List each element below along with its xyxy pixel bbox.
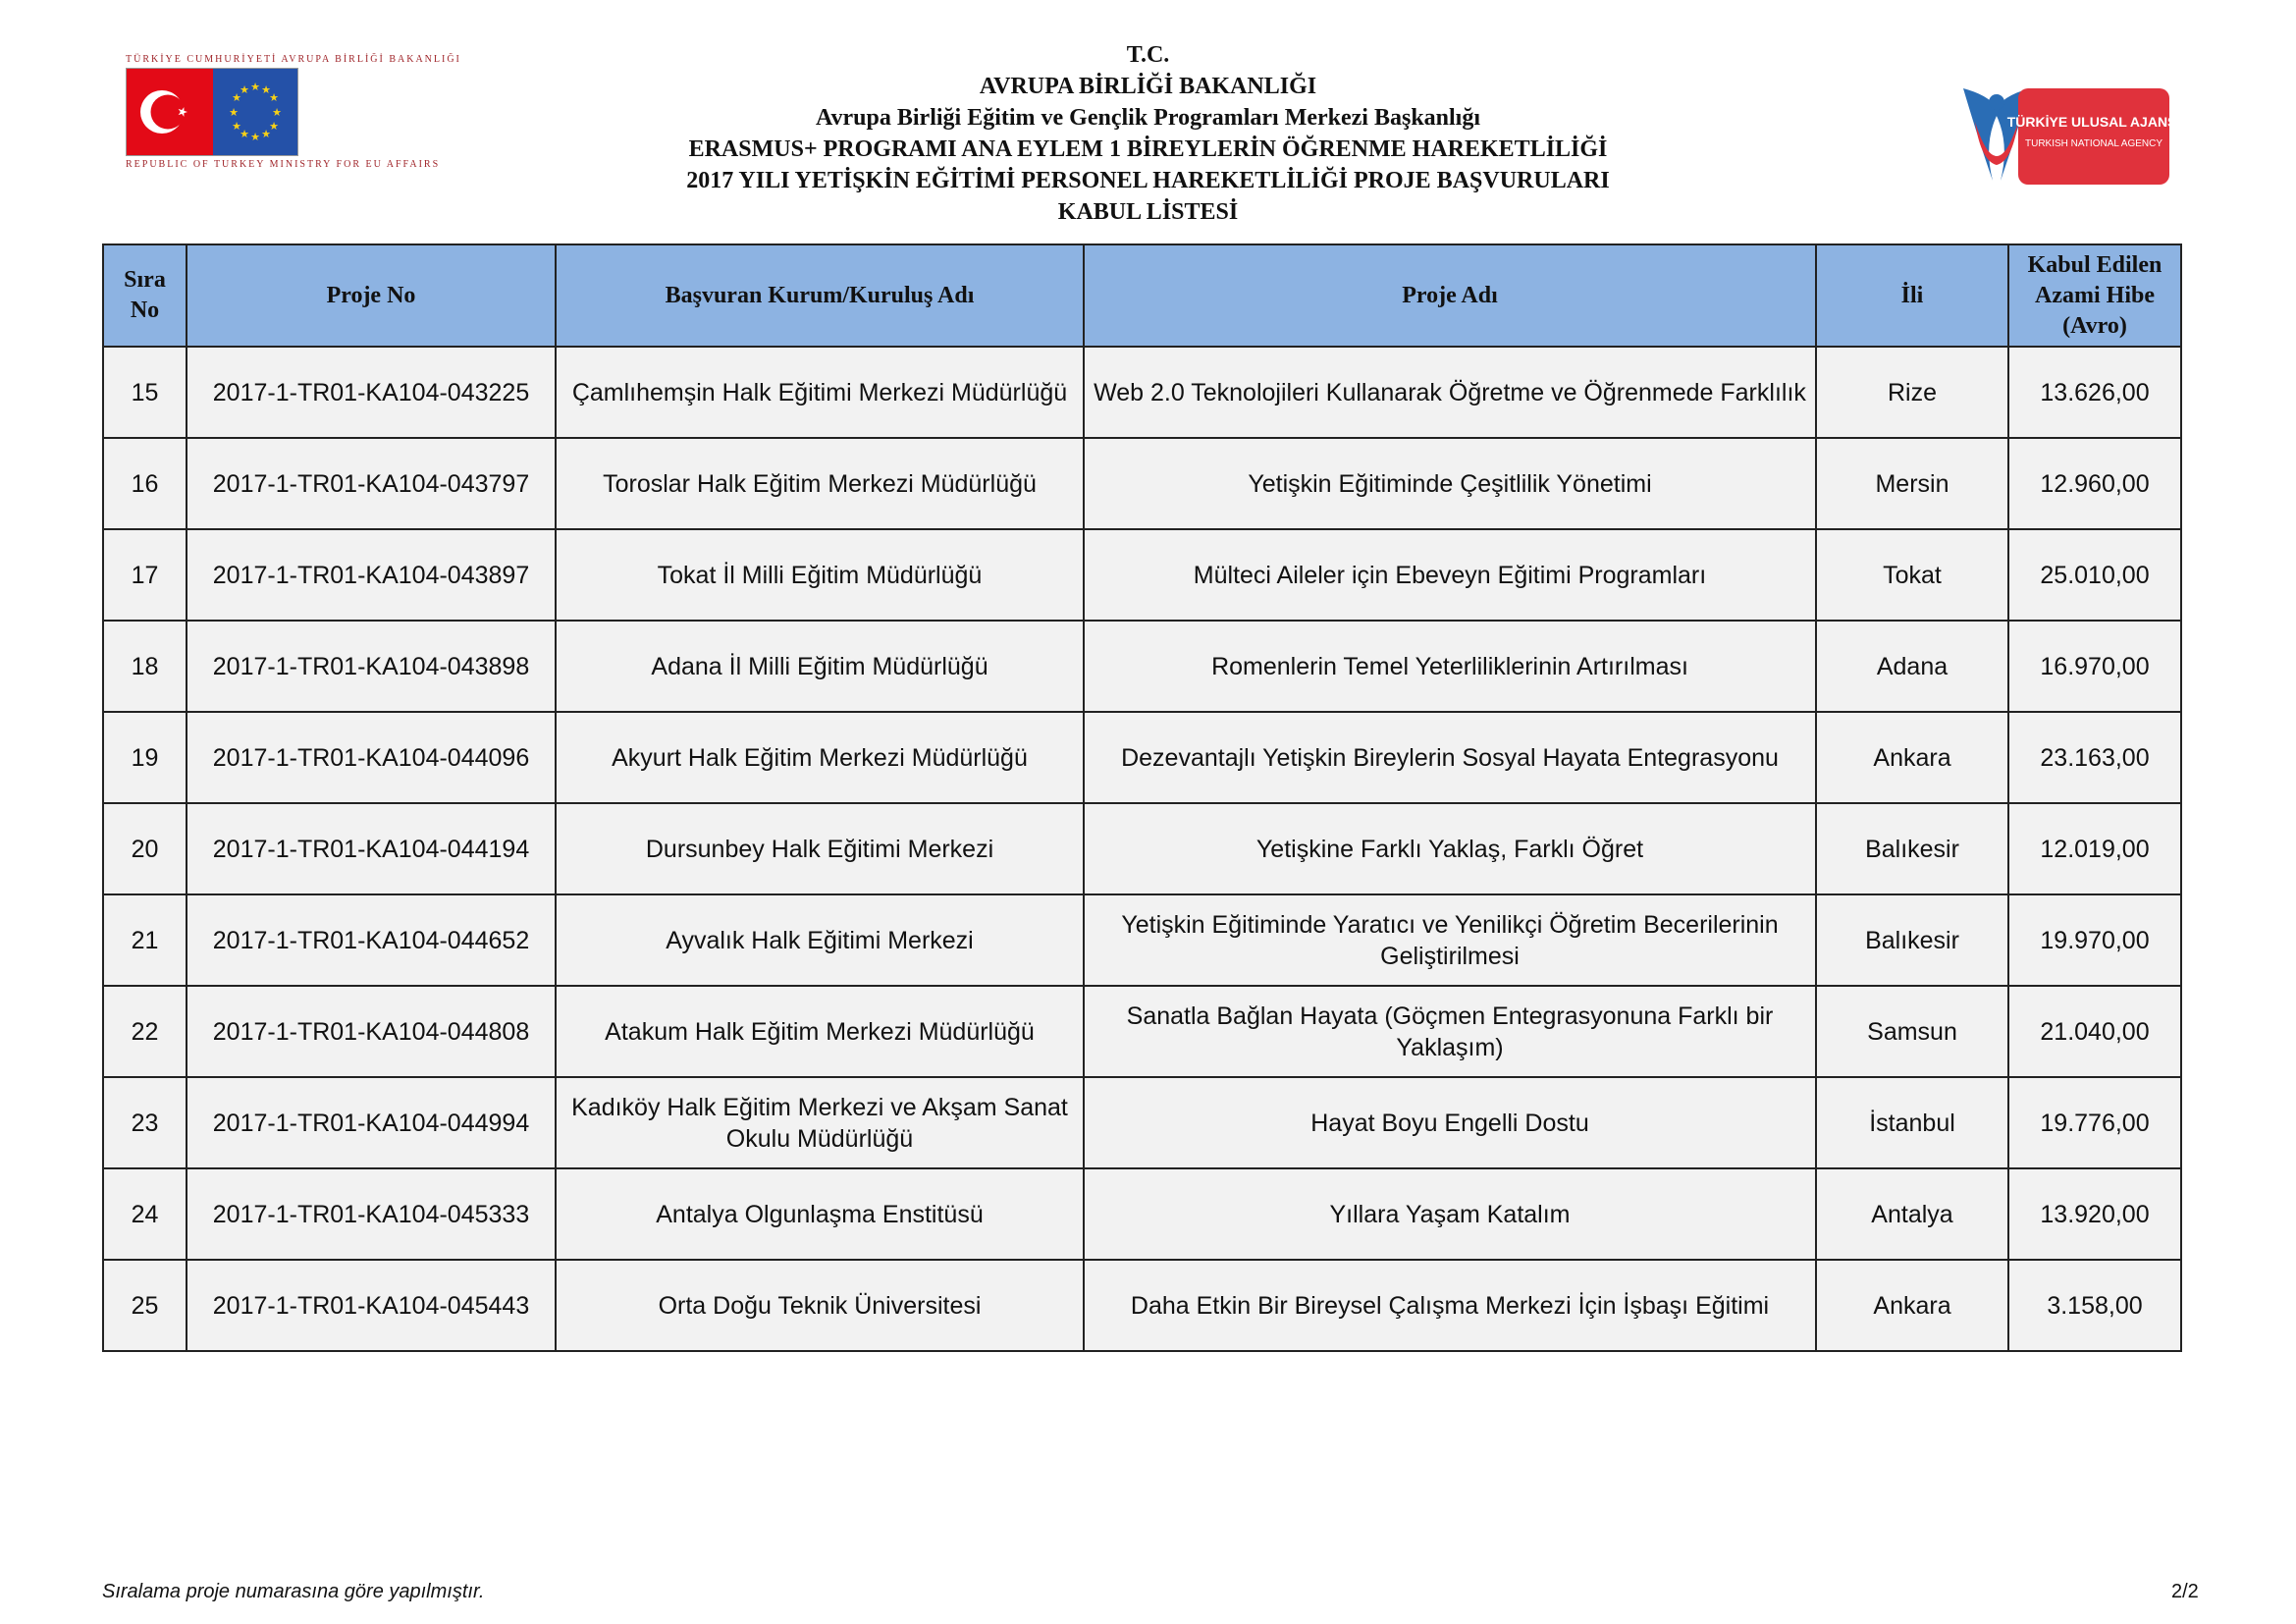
cell-proje-no: 2017-1-TR01-KA104-043225 — [187, 347, 556, 438]
cell-hibe: 19.776,00 — [2008, 1077, 2181, 1168]
table-row — [103, 894, 2181, 986]
cell-sira: 21 — [103, 894, 187, 986]
cell-hibe: 23.163,00 — [2008, 712, 2181, 803]
cell-proje-no: 2017-1-TR01-KA104-045443 — [187, 1260, 556, 1351]
col-header-proje-no: Proje No — [187, 244, 556, 347]
table-row — [103, 621, 2181, 712]
cell-proje-adi: Dezevantajlı Yetişkin Bireylerin Sosyal Hayata Entegrasyonu — [1084, 712, 1816, 803]
cell-kurum: Kadıköy Halk Eğitim Merkezi ve Akşam Sanat Okulu Müdürlüğü — [556, 1077, 1084, 1168]
header-line-center: Avrupa Birliği Eğitim ve Gençlik Programları Merkezi Başkanlığı — [815, 105, 1481, 131]
cell-sira: 17 — [103, 529, 187, 621]
cell-sira: 24 — [103, 1168, 187, 1260]
cell-hibe: 16.970,00 — [2008, 621, 2181, 712]
cell-kurum: Dursunbey Halk Eğitimi Merkezi — [556, 803, 1084, 894]
svg-text:★: ★ — [232, 91, 241, 104]
cell-proje-no: 2017-1-TR01-KA104-044194 — [187, 803, 556, 894]
cell-hibe: 13.920,00 — [2008, 1168, 2181, 1260]
svg-text:★: ★ — [269, 120, 279, 133]
header-line-programme: ERASMUS+ PROGRAMI ANA EYLEM 1 BİREYLERİN ÖĞRENME HAREKETLİLİĞİ — [688, 136, 1608, 162]
cell-proje-adi: Hayat Boyu Engelli Dostu — [1084, 1077, 1816, 1168]
cell-sira: 18 — [103, 621, 187, 712]
cell-proje-no: 2017-1-TR01-KA104-043897 — [187, 529, 556, 621]
agency-logo-subtitle: TURKISH NATIONAL AGENCY — [2024, 138, 2163, 149]
cell-ili: Samsun — [1816, 986, 2008, 1077]
cell-proje-adi: Mülteci Aileler için Ebeveyn Eğitimi Programları — [1084, 529, 1816, 621]
cell-sira: 16 — [103, 438, 187, 529]
cell-proje-adi: Yetişkine Farklı Yaklaş, Farklı Öğret — [1084, 803, 1816, 894]
cell-kurum: Tokat İl Milli Eğitim Müdürlüğü — [556, 529, 1084, 621]
cell-kurum: Orta Doğu Teknik Üniversitesi — [556, 1260, 1084, 1351]
svg-text:★: ★ — [229, 106, 239, 119]
cell-sira: 15 — [103, 347, 187, 438]
cell-hibe: 12.019,00 — [2008, 803, 2181, 894]
table-header-row — [103, 244, 2181, 347]
cell-proje-adi: Daha Etkin Bir Bireysel Çalışma Merkezi İçin İşbaşı Eğitimi — [1084, 1260, 1816, 1351]
table-body — [103, 347, 2181, 1351]
cell-ili: Tokat — [1816, 529, 2008, 621]
col-header-ili: İli — [1816, 244, 2008, 347]
logo-caption-bottom: REPUBLIC OF TURKEY MINISTRY FOR EU AFFAIRS — [126, 159, 441, 170]
cell-proje-no: 2017-1-TR01-KA104-044808 — [187, 986, 556, 1077]
cell-kurum: Çamlıhemşin Halk Eğitimi Merkezi Müdürlüğü — [556, 347, 1084, 438]
acceptance-list-table — [102, 244, 2182, 1352]
cell-kurum: Ayvalık Halk Eğitimi Merkezi — [556, 894, 1084, 986]
cell-sira: 25 — [103, 1260, 187, 1351]
cell-proje-adi: Web 2.0 Teknolojileri Kullanarak Öğretme ve Öğrenmede Farklılık — [1084, 347, 1816, 438]
header-line-call: 2017 YILI YETİŞKİN EĞİTİMİ PERSONEL HAREKETLİLİĞİ PROJE BAŞVURULARI — [686, 168, 1610, 193]
svg-text:★: ★ — [261, 83, 271, 96]
agency-logo-title: TÜRKİYE ULUSAL AJANSI — [2006, 114, 2169, 130]
col-header-hibe: Kabul Edilen Azami Hibe (Avro) — [2008, 244, 2181, 347]
cell-kurum: Adana İl Milli Eğitim Müdürlüğü — [556, 621, 1084, 712]
cell-hibe: 19.970,00 — [2008, 894, 2181, 986]
cell-ili: Rize — [1816, 347, 2008, 438]
cell-sira: 22 — [103, 986, 187, 1077]
cell-proje-no: 2017-1-TR01-KA104-044096 — [187, 712, 556, 803]
svg-text:★: ★ — [272, 106, 282, 119]
table-row — [103, 1168, 2181, 1260]
table-row — [103, 803, 2181, 894]
svg-text:★: ★ — [240, 128, 249, 140]
cell-ili: Mersin — [1816, 438, 2008, 529]
cell-proje-adi: Sanatla Bağlan Hayata (Göçmen Entegrasyonuna Farklı bir Yaklaşım) — [1084, 986, 1816, 1077]
table-row — [103, 986, 2181, 1077]
cell-proje-adi: Romenlerin Temel Yeterliliklerinin Artırılması — [1084, 621, 1816, 712]
cell-sira: 19 — [103, 712, 187, 803]
col-header-sira: Sıra No — [103, 244, 187, 347]
cell-hibe: 12.960,00 — [2008, 438, 2181, 529]
cell-hibe: 3.158,00 — [2008, 1260, 2181, 1351]
header-line-ministry: AVRUPA BİRLİĞİ BAKANLIĞI — [979, 74, 1317, 99]
cell-proje-adi: Yetişkin Eğitiminde Yaratıcı ve Yenilikçi Öğretim Becerilerinin Geliştirilmesi — [1084, 894, 1816, 986]
table-row — [103, 347, 2181, 438]
cell-proje-no: 2017-1-TR01-KA104-044994 — [187, 1077, 556, 1168]
cell-hibe: 25.010,00 — [2008, 529, 2181, 621]
table-row — [103, 1077, 2181, 1168]
svg-text:★: ★ — [240, 83, 249, 96]
cell-proje-adi: Yıllara Yaşam Katalım — [1084, 1168, 1816, 1260]
cell-proje-no: 2017-1-TR01-KA104-044652 — [187, 894, 556, 986]
cell-ili: Ankara — [1816, 712, 2008, 803]
svg-text:★: ★ — [232, 120, 241, 133]
cell-kurum: Atakum Halk Eğitim Merkezi Müdürlüğü — [556, 986, 1084, 1077]
cell-kurum: Toroslar Halk Eğitim Merkezi Müdürlüğü — [556, 438, 1084, 529]
svg-text:★: ★ — [261, 128, 271, 140]
cell-proje-no: 2017-1-TR01-KA104-043797 — [187, 438, 556, 529]
cell-kurum: Akyurt Halk Eğitim Merkezi Müdürlüğü — [556, 712, 1084, 803]
cell-proje-adi: Yetişkin Eğitiminde Çeşitlilik Yönetimi — [1084, 438, 1816, 529]
svg-text:★: ★ — [250, 131, 260, 143]
cell-ili: Antalya — [1816, 1168, 2008, 1260]
table-row — [103, 1260, 2181, 1351]
col-header-proje-adi: Proje Adı — [1084, 244, 1816, 347]
cell-hibe: 21.040,00 — [2008, 986, 2181, 1077]
table-row — [103, 712, 2181, 803]
cell-proje-no: 2017-1-TR01-KA104-043898 — [187, 621, 556, 712]
header-line-tc: T.C. — [1126, 42, 1170, 68]
cell-sira: 23 — [103, 1077, 187, 1168]
sorting-footnote: Sıralama proje numarasına göre yapılmıştır. — [102, 1581, 485, 1602]
cell-proje-no: 2017-1-TR01-KA104-045333 — [187, 1168, 556, 1260]
table-row — [103, 438, 2181, 529]
document-header — [0, 39, 2296, 228]
cell-sira: 20 — [103, 803, 187, 894]
cell-ili: İstanbul — [1816, 1077, 2008, 1168]
cell-ili: Balıkesir — [1816, 894, 2008, 986]
cell-hibe: 13.626,00 — [2008, 347, 2181, 438]
turkish-national-agency-logo — [1953, 82, 2169, 189]
table-row — [103, 529, 2181, 621]
logo-caption-top: TÜRKİYE CUMHURİYETİ AVRUPA BİRLİĞİ BAKANLIĞI — [126, 54, 461, 65]
svg-text:★: ★ — [250, 81, 260, 93]
cell-ili: Ankara — [1816, 1260, 2008, 1351]
cell-ili: Balıkesir — [1816, 803, 2008, 894]
cell-kurum: Antalya Olgunlaşma Enstitüsü — [556, 1168, 1084, 1260]
national-agency-emblem-icon — [1953, 82, 2169, 189]
header-line-list: KABUL LİSTESİ — [1057, 199, 1239, 225]
col-header-kurum: Başvuran Kurum/Kuruluş Adı — [556, 244, 1084, 347]
svg-text:★: ★ — [269, 91, 279, 104]
page-number: 2/2 — [2171, 1581, 2199, 1602]
cell-ili: Adana — [1816, 621, 2008, 712]
